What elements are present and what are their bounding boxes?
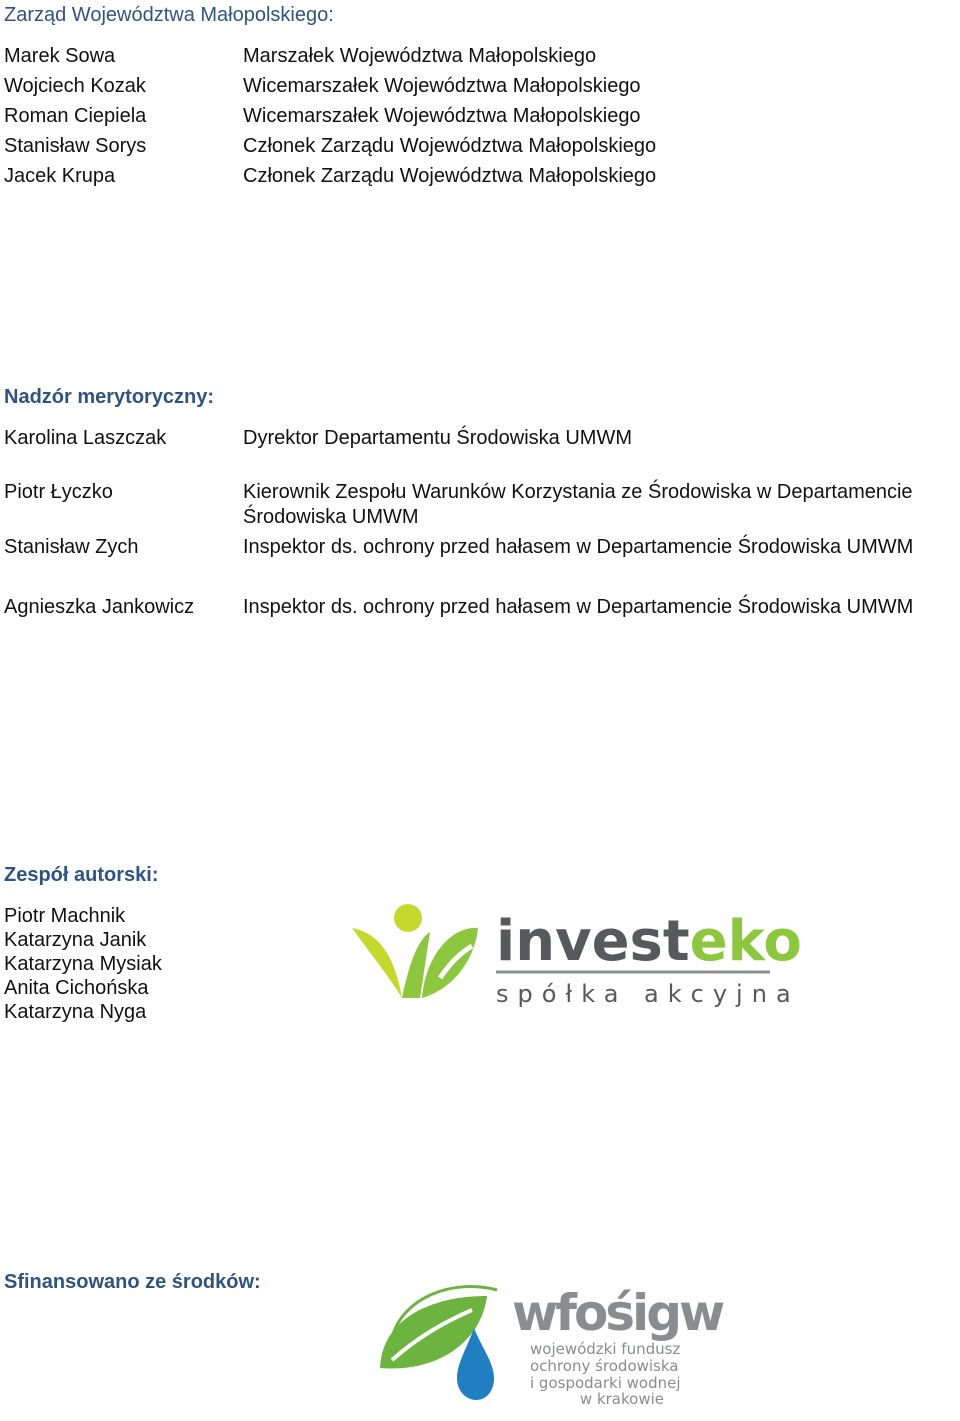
wfos-line: wojewódzki fundusz (530, 1340, 681, 1358)
logo-brand-a: investeko (496, 909, 802, 974)
wfos-line: ochrony środowiska (530, 1357, 679, 1375)
supervisor-role-line2: Środowiska UMWM (243, 506, 419, 528)
author-name: Katarzyna Janik (4, 929, 147, 951)
board-member-role: Członek Zarządu Województwa Małopolskiego (243, 165, 657, 187)
authors-heading: Zespół autorski: (4, 864, 159, 886)
supervisor-name: Karolina Laszczak (4, 427, 167, 449)
board-member-role: Wicemarszałek Województwa Małopolskiego (243, 75, 641, 97)
supervisor-role: Inspektor ds. ochrony przed hałasem w Departamencie Środowiska UMWM (243, 596, 914, 618)
logo-tagline: spółka akcyjna (496, 980, 800, 1008)
board-member-role: Marszałek Województwa Małopolskiego (243, 45, 597, 67)
board-member-role: Wicemarszałek Województwa Małopolskiego (243, 105, 641, 127)
logo-dot-icon (394, 904, 422, 932)
board-heading: Zarząd Województwa Małopolskiego: (4, 4, 334, 26)
board-member-name: Wojciech Kozak (4, 75, 146, 97)
supervisor-role-line1: Kierownik Zespołu Warunków Korzystania ze Środowiska w Departamencie (243, 481, 913, 503)
supervisor-role: Dyrektor Departamentu Środowiska UMWM (243, 427, 632, 449)
funding-heading: Sfinansowano ze środków: (4, 1271, 261, 1293)
board-member-name: Marek Sowa (4, 45, 116, 67)
board-member-name: Roman Ciepiela (4, 105, 147, 127)
supervision-heading: Nadzór merytoryczny: (4, 386, 215, 408)
wfosigw-logo (372, 1268, 723, 1416)
board-member-name: Stanisław Sorys (4, 135, 147, 157)
investeko-logo-mark (350, 898, 802, 1014)
wfos-brand: wfośigw (512, 1284, 723, 1342)
author-name: Katarzyna Mysiak (4, 953, 162, 975)
supervisor-name: Stanisław Zych (4, 536, 139, 558)
wfos-line: w krakowie (579, 1390, 664, 1408)
wfos-line: i gospodarki wodnej (530, 1374, 681, 1392)
logo-leaf-left-icon (352, 928, 402, 998)
supervisor-role: Inspektor ds. ochrony przed hałasem w Departamencie Środowiska UMWM (243, 536, 914, 558)
supervisor-name: Agnieszka Jankowicz (4, 596, 195, 618)
board-member-name: Jacek Krupa (4, 165, 116, 187)
author-name: Katarzyna Nyga (4, 1001, 147, 1023)
author-name: Anita Cichońska (4, 977, 149, 999)
supervisor-name: Piotr Łyczko (4, 481, 113, 503)
board-member-role: Członek Zarządu Województwa Małopolskiego (243, 135, 657, 157)
author-name: Piotr Machnik (4, 905, 126, 927)
investeko-logo (350, 898, 802, 1014)
wfosigw-logo-mark (372, 1268, 723, 1416)
